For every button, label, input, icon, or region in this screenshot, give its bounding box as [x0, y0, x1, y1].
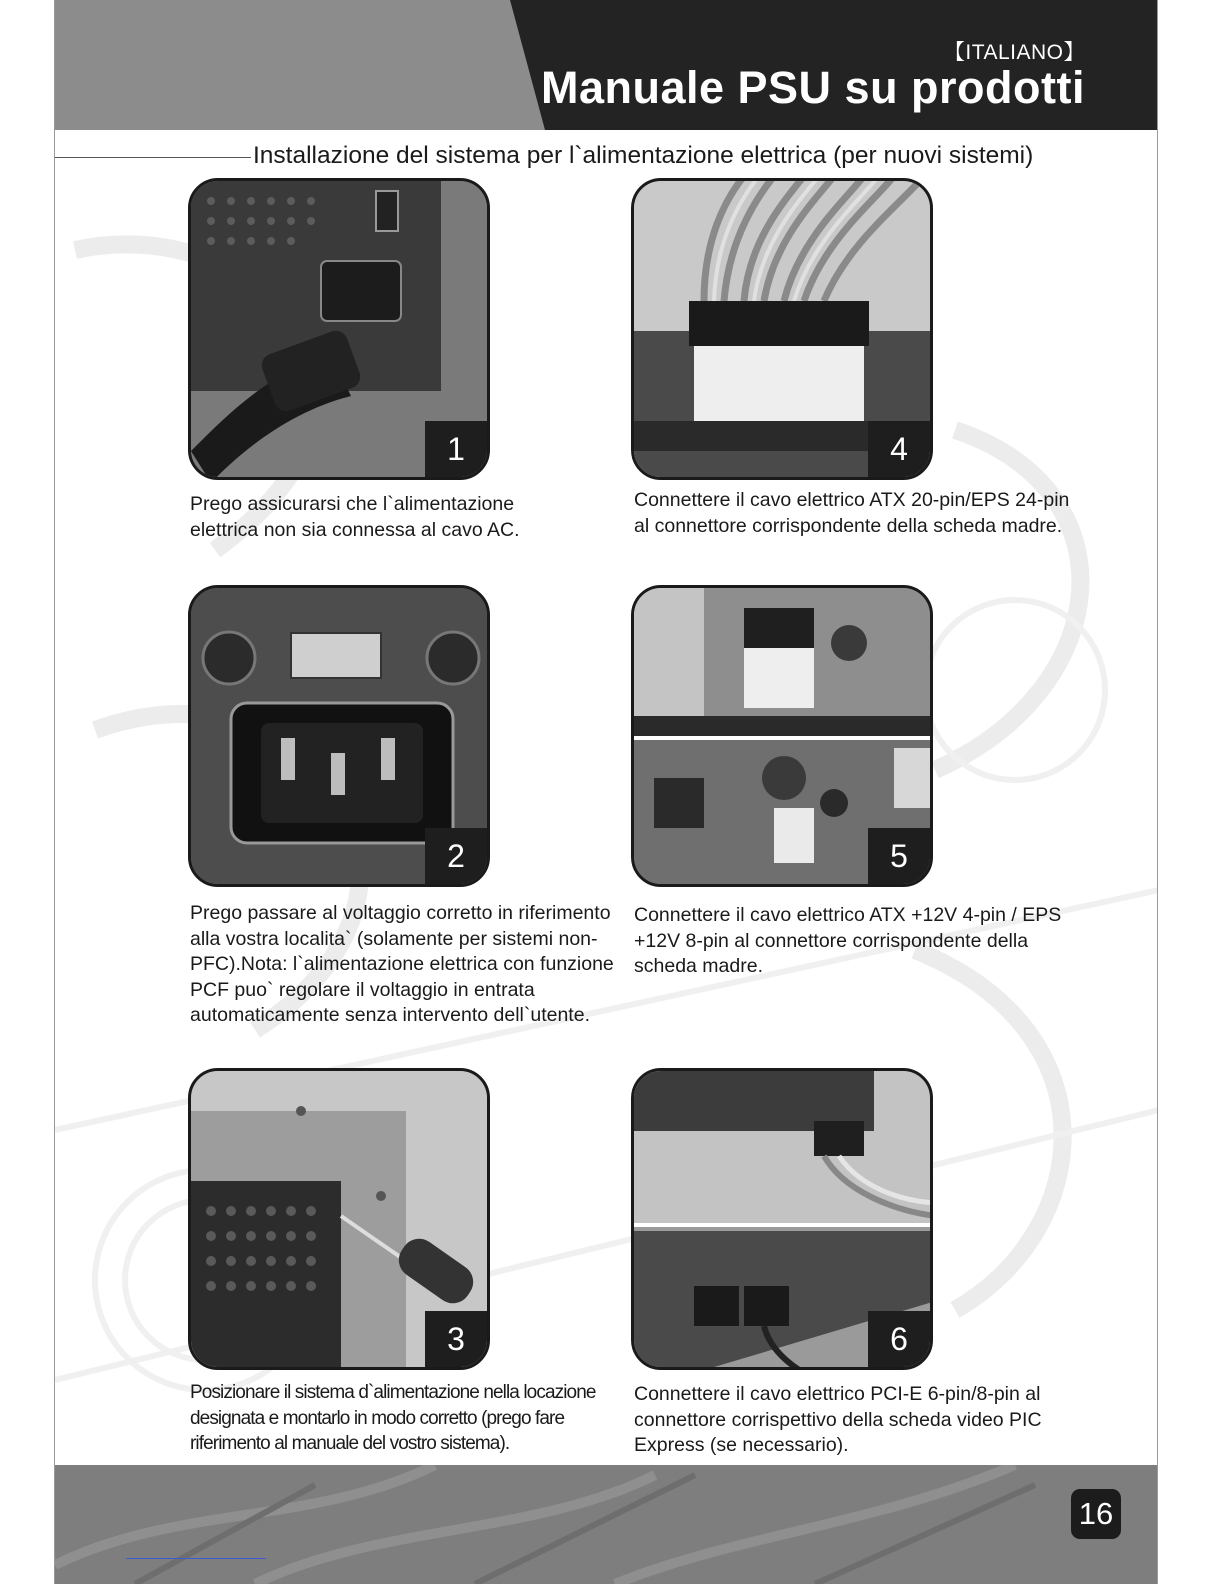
step-number-badge: 3 [425, 1311, 487, 1367]
page-title: Manuale PSU su prodotti [540, 62, 1085, 113]
footer-link-underline [126, 1558, 266, 1559]
footer-texture [55, 1465, 1158, 1584]
section-rule [55, 157, 251, 158]
page-number: 16 [1071, 1489, 1121, 1539]
step-2-caption: Prego passare al voltaggio corretto in riferimento alla vostra localita` (solamente per sistemi non-PFC).Nota: l`alimentazione elettrica con funzione PCF puo` regolare il voltaggio in entrata automaticamente senza intervento dell`utente. [190, 902, 614, 1026]
step-4-photo [631, 178, 933, 480]
step-3-photo [188, 1068, 490, 1370]
page [54, 0, 1158, 1584]
step-number-badge: 2 [425, 828, 487, 884]
step-6-caption: Connettere il cavo elettrico PCI-E 6-pin/8-pin al connettore corrispettivo della scheda video PIC Express (se necessario). [634, 1383, 1042, 1456]
step-4-caption: Connettere il cavo elettrico ATX 20-pin/EPS 24-pin al connettore corrispondente della scheda madre. [634, 489, 1070, 537]
step-5-caption: Connettere il cavo elettrico ATX +12V 4-pin / EPS +12V 8-pin al connettore corrispondente della scheda madre. [634, 904, 1062, 977]
step-number-badge: 6 [868, 1311, 930, 1367]
section-heading: Installazione del sistema per l`alimentazione elettrica (per nuovi sistemi) [253, 142, 1034, 169]
step-number-badge: 4 [868, 421, 930, 477]
step-3-caption: Posizionare il sistema d`alimentazione nella locazione designata e montarlo in modo corretto (prego fare riferimento al manuale del vostro sistema). [190, 1382, 596, 1454]
step-2-photo [188, 585, 490, 887]
language-label: 【ITALIANO】 [943, 41, 1085, 64]
step-1-photo [188, 178, 490, 480]
step-6-photo [631, 1068, 933, 1370]
step-number-badge: 1 [425, 421, 487, 477]
step-1-caption: Prego assicurarsi che l`alimentazione elettrica non sia connessa al cavo AC. [190, 493, 520, 541]
page-footer [55, 1465, 1158, 1584]
step-number-badge: 5 [868, 828, 930, 884]
step-5-photo [631, 585, 933, 887]
page-header [55, 0, 1158, 130]
